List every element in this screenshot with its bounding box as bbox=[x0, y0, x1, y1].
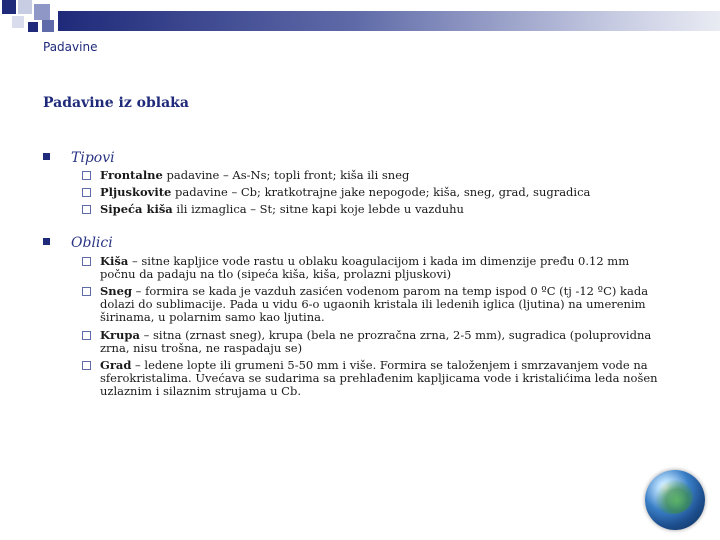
list-item bbox=[82, 186, 667, 199]
list-item bbox=[82, 285, 667, 324]
square-bullet-icon bbox=[43, 153, 50, 160]
hollow-square-bullet-icon bbox=[82, 205, 91, 214]
hollow-square-bullet-icon bbox=[82, 171, 91, 180]
item-term: Kiša bbox=[100, 254, 129, 268]
deco-square bbox=[18, 0, 32, 14]
section-label: Tipovi bbox=[71, 150, 115, 166]
item-term: Sneg bbox=[100, 284, 133, 298]
list-item bbox=[82, 255, 667, 281]
deco-square bbox=[34, 4, 50, 20]
square-bullet-icon bbox=[43, 238, 50, 245]
item-text: padavine – As-Ns; topli front; kiša ili sneg bbox=[162, 168, 410, 182]
item-term: Frontalne bbox=[100, 168, 163, 182]
list-item bbox=[82, 203, 667, 216]
list-item bbox=[82, 359, 667, 398]
section-oblici bbox=[43, 235, 113, 251]
slide-header: Padavine bbox=[43, 40, 98, 54]
item-text: – sitna (zrnast sneg), krupa (bela ne prozračna zrna, 2-5 mm), sugradica (poluprovidna zrna, nisu trošna, ne raspadaju se) bbox=[100, 328, 652, 355]
hollow-square-bullet-icon bbox=[82, 331, 91, 340]
item-term: Pljuskovite bbox=[100, 185, 172, 199]
item-term: Sipeća kiša bbox=[100, 202, 173, 216]
section-label: Oblici bbox=[71, 235, 113, 251]
item-term: Krupa bbox=[100, 328, 140, 342]
section-tipovi bbox=[43, 150, 115, 166]
header-bar bbox=[58, 11, 720, 31]
deco-square bbox=[42, 20, 54, 32]
deco-square bbox=[2, 0, 16, 14]
list-item bbox=[82, 169, 667, 182]
item-term: Grad bbox=[100, 358, 132, 372]
item-text: padavine – Cb; kratkotrajne jake nepogode; kiša, sneg, grad, sugradica bbox=[171, 185, 591, 199]
item-text: – formira se kada je vazduh zasićen vodenom parom na temp ispod 0 ºC (tj -12 ºC) kada dolazi do sublimacije. Pada u vidu 6-o ugaonih kristala ili ledenih iglica (ljutina) na umerenim širinama, u polarnim samo kao ljutina. bbox=[100, 284, 649, 324]
hollow-square-bullet-icon bbox=[82, 257, 91, 266]
list-item bbox=[82, 329, 667, 355]
slide-title: Padavine iz oblaka bbox=[43, 95, 189, 111]
item-text: – sitne kapljice vode rastu u oblaku koagulacijom i kada im dimenzije pređu 0.12 mm počnu da padaju na tlo (sipeća kiša, kiša, prolazni pljuskovi) bbox=[100, 254, 630, 281]
header-decoration bbox=[0, 0, 720, 50]
hollow-square-bullet-icon bbox=[82, 287, 91, 296]
hollow-square-bullet-icon bbox=[82, 361, 91, 370]
hollow-square-bullet-icon bbox=[82, 188, 91, 197]
deco-square bbox=[28, 22, 38, 32]
globe-icon bbox=[645, 470, 705, 530]
item-text: – ledene lopte ili grumeni 5-50 mm i više. Formira se taloženjem i smrzavanjem vode na sferokristalima. Uvećava se sudarima sa prehlađenim kapljicama vode i kristalićima leda nošen uzlaznim i silaznim strujama u Cb. bbox=[100, 358, 658, 398]
deco-square bbox=[12, 16, 24, 28]
item-text: ili izmaglica – St; sitne kapi koje lebde u vazduhu bbox=[172, 202, 464, 216]
